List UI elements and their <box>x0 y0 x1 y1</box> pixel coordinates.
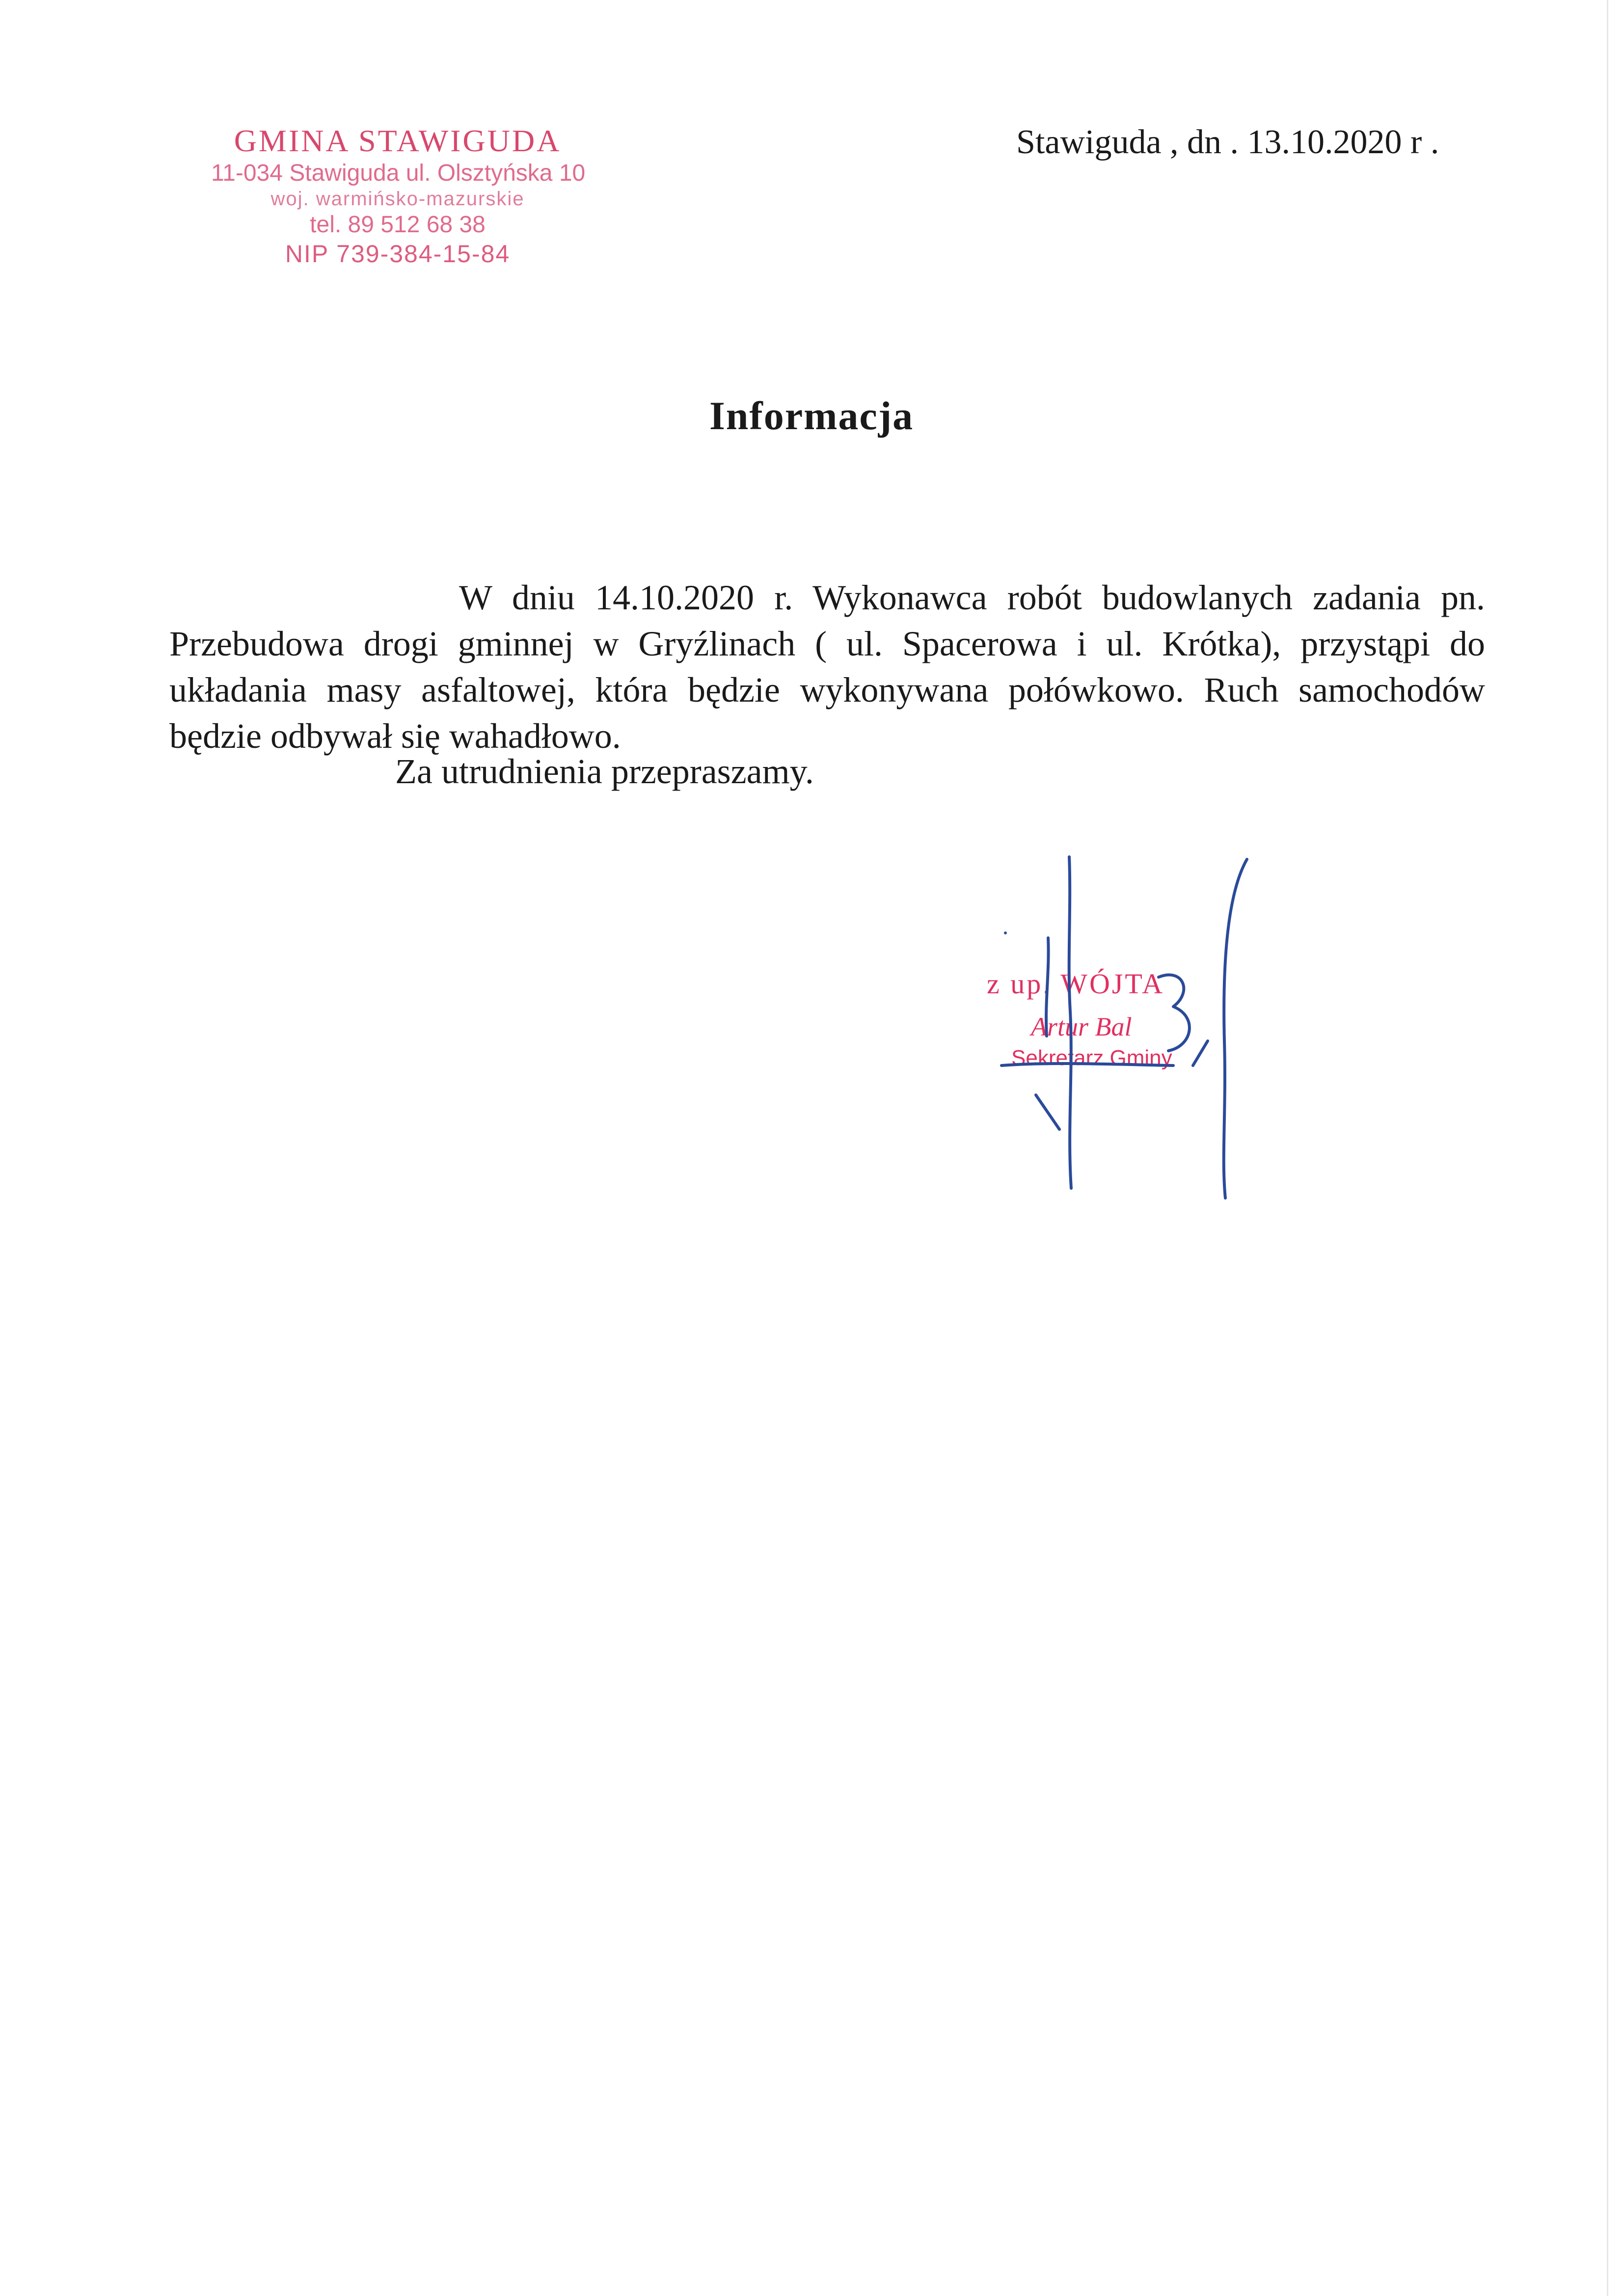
stamp-name: GMINA STAWIGUDA <box>234 123 562 158</box>
signature-stroke <box>1001 1064 1173 1066</box>
signer-name: Artur Bal <box>1031 1012 1132 1041</box>
signature-stroke <box>1193 1041 1208 1066</box>
stamp-phone: tel. 89 512 68 38 <box>310 212 486 238</box>
signature-stroke <box>1224 859 1247 1198</box>
closing-line: Za utrudnienia przepraszamy. <box>395 752 814 791</box>
signer-role: Sekretarz Gminy <box>1011 1046 1172 1070</box>
handwritten-signature <box>962 835 1276 1218</box>
document-title: Informacja <box>709 393 914 438</box>
document-date: Stawiguda , dn . 13.10.2020 r . <box>1016 123 1439 161</box>
scan-edge <box>1607 0 1608 2296</box>
signature-stroke <box>1159 975 1190 1051</box>
municipality-stamp <box>211 123 584 269</box>
signature-authority: z up. WÓJTA <box>987 968 1165 1000</box>
signature-stroke <box>1046 938 1049 1036</box>
body-paragraph: W dniu 14.10.2020 r. Wykonawca robót budowlanych zadania pn. Przebudowa drogi gminnej w Gryźlinach ( ul. Spacerowa i ul. Krótka), przystąpi do układania masy asfaltowej, która będzie wykonywana połówkowo. Ruch samochodów będzie odbywał się wahadłowo. <box>169 578 1485 756</box>
signature-dot <box>1004 931 1007 934</box>
stamp-voivodeship: woj. warmińsko-mazurskie <box>270 188 525 210</box>
signature-block <box>962 835 1276 1218</box>
stamp-address: 11-034 Stawiguda ul. Olsztyńska 10 <box>211 160 586 186</box>
document-body <box>169 574 1485 759</box>
signature-stroke <box>1036 1095 1059 1129</box>
signature-stroke <box>1069 857 1071 1188</box>
stamp-nip: NIP 739-384-15-84 <box>285 240 511 268</box>
